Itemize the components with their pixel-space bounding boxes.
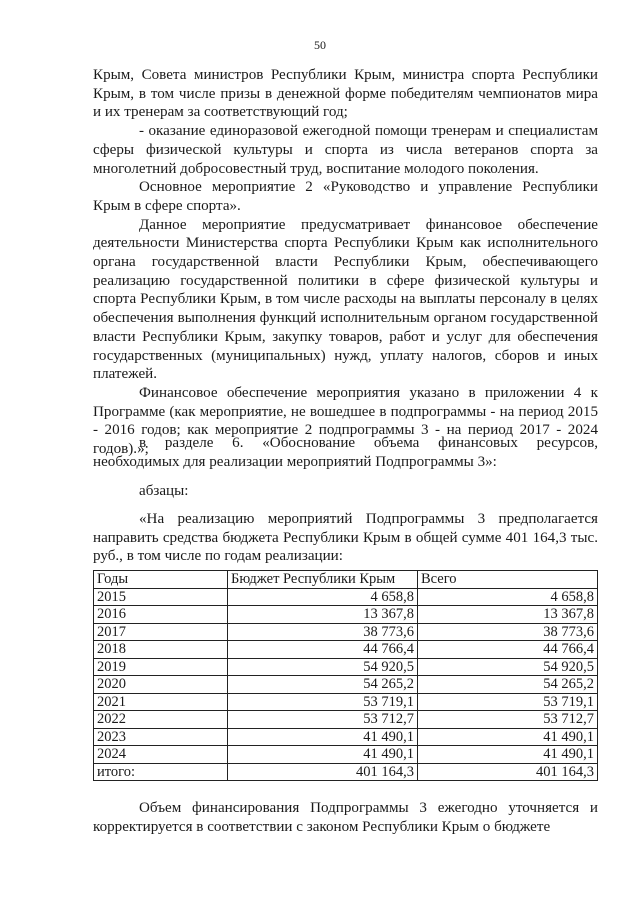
paragraph: Крым, Совета министров Республики Крым, министра спорта Республики Крым, в том числе призы в денежной форме победителям чемпионатов мира и их тренерам за соответствующий год;: [93, 67, 598, 121]
table-row: [94, 693, 598, 711]
cell-year: 2016: [94, 606, 228, 624]
table-header-row: [94, 571, 598, 589]
intro-paragraph: [93, 510, 598, 566]
header-budget: Бюджет Республики Крым: [228, 571, 418, 589]
table-row: [94, 658, 598, 676]
cell-total: 53 719,1: [418, 693, 598, 711]
cell-total: 53 712,7: [418, 711, 598, 729]
body-text-top: [93, 66, 598, 459]
cell-budget: 53 719,1: [228, 693, 418, 711]
header-years: Годы: [94, 571, 228, 589]
cell-budget: 401 164,3: [228, 763, 418, 781]
paragraph: Финансовое обеспечение мероприятия указано в приложении 4 к Программе (как мероприятие, не вошедшее в подпрограммы - на период 2015 - 2016 годов; как мероприятие 2 подпрограммы 3 - на период 2017 - 2024 годов).»;: [93, 384, 598, 458]
table-row: [94, 641, 598, 659]
cell-budget: 53 712,7: [228, 711, 418, 729]
table-row: [94, 623, 598, 641]
cell-total: 4 658,8: [418, 588, 598, 606]
cell-total: 54 920,5: [418, 658, 598, 676]
paragraph: абзацы:: [139, 483, 189, 499]
cell-year: 2015: [94, 588, 228, 606]
paragraph: в разделе 6. «Обоснование объема финансовых ресурсов, необходимых для реализации мероприятий Подпрограммы 3»:: [93, 435, 598, 470]
table-total-row: [94, 763, 598, 781]
paragraph: «На реализацию мероприятий Подпрограммы 3 предполагается направить средства бюджета Республики Крым в общей сумме 401 164,3 тыс. руб., в том числе по годам реализации:: [93, 511, 598, 565]
cell-budget: 54 920,5: [228, 658, 418, 676]
cell-year: 2022: [94, 711, 228, 729]
cell-total-label: итого:: [94, 763, 228, 781]
cell-budget: 38 773,6: [228, 623, 418, 641]
cell-budget: 41 490,1: [228, 728, 418, 746]
cell-budget: 54 265,2: [228, 676, 418, 694]
paragraph: Объем финансирования Подпрограммы 3 ежегодно уточняется и корректируется в соответствии с законом Республики Крым о бюджете: [93, 800, 598, 835]
cell-budget: 41 490,1: [228, 746, 418, 764]
cell-year: 2021: [94, 693, 228, 711]
table-row: [94, 746, 598, 764]
paragraph: Данное мероприятие предусматривает финансовое обеспечение деятельности Министерства спорта Республики Крым как исполнительного органа государственной власти Республики Крым, обеспечивающего реализацию государственной политики в сфере физической культуры и спорта Республики Крым, в том числе расходы на выплаты персоналу в целях обеспечения выполнения функций исполнительным органом государственной власти Республики Крым, закупку товаров, работ и услуг для обеспечения государственных (муниципальных) нужд, уплату налогов, сборов и иных платежей.: [93, 216, 598, 383]
financing-table: [93, 570, 598, 781]
cell-year: 2017: [94, 623, 228, 641]
cell-budget: 4 658,8: [228, 588, 418, 606]
cell-total: 41 490,1: [418, 746, 598, 764]
table-row: [94, 728, 598, 746]
cell-total: 44 766,4: [418, 641, 598, 659]
cell-total: 41 490,1: [418, 728, 598, 746]
header-total: Всего: [418, 571, 598, 589]
page-number: 50: [314, 38, 326, 52]
table-row: [94, 676, 598, 694]
cell-year: 2020: [94, 676, 228, 694]
cell-total: 38 773,6: [418, 623, 598, 641]
closing-paragraph: [93, 799, 598, 836]
paragraph: Основное мероприятие 2 «Руководство и управление Республики Крым в сфере спорта».: [93, 179, 598, 214]
cell-total: 401 164,3: [418, 763, 598, 781]
cell-year: 2024: [94, 746, 228, 764]
table-row: [94, 606, 598, 624]
table-row: [94, 711, 598, 729]
cell-year: 2019: [94, 658, 228, 676]
cell-total: 54 265,2: [418, 676, 598, 694]
section-reference: [93, 434, 598, 471]
cell-total: 13 367,8: [418, 606, 598, 624]
cell-year: 2023: [94, 728, 228, 746]
cell-year: 2018: [94, 641, 228, 659]
cell-budget: 44 766,4: [228, 641, 418, 659]
table-row: [94, 588, 598, 606]
cell-budget: 13 367,8: [228, 606, 418, 624]
paragraph: - оказание единоразовой ежегодной помощи тренерам и специалистам сферы физической культуры и спорта из числа ветеранов спорта за многолетний добросовестный труд, воспитание молодого поколения.: [93, 123, 598, 177]
abzacy-label: [93, 482, 598, 501]
